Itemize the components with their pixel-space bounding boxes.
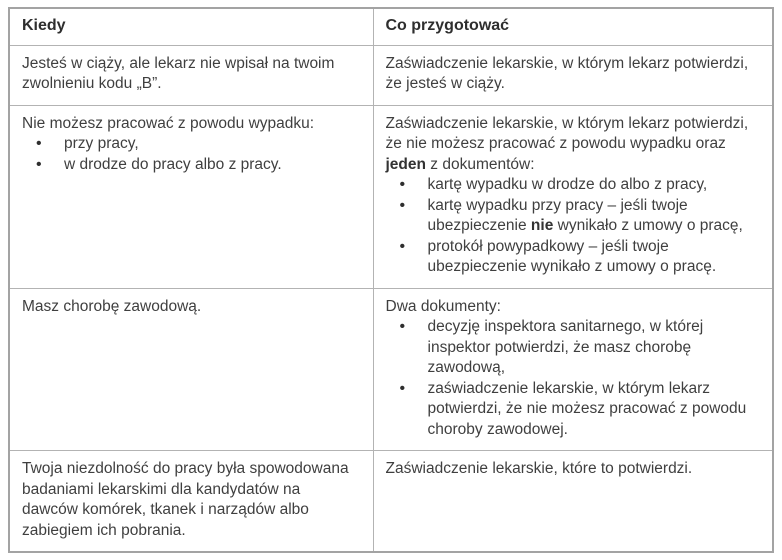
text-run: zaświadczenie lekarskie, w którym lekarz potwierdzi, że nie możesz pracować z powodu choroby zawodowej. (427, 379, 747, 438)
table-cell (373, 288, 773, 451)
cell-paragraph (22, 297, 361, 318)
cell-paragraph (22, 459, 361, 541)
text-run: Twoja niezdolność do pracy była spowodowana badaniami lekarskimi dla kandydatów na dawców komórek, tkanek i narządów albo zabiegiem ich pobrania. (22, 460, 349, 539)
table-cell (373, 105, 773, 288)
text-run: decyzję inspektora sanitarnego, w której inspektor potwierdzi, że masz chorobę zawodową, (427, 318, 704, 376)
bullet-list (22, 134, 361, 175)
text-run: kartę wypadku przy pracy – jeśli twoje ubezpieczenie (427, 196, 688, 234)
bullet-item (398, 317, 761, 379)
table-header (9, 8, 773, 45)
table-cell (9, 105, 373, 288)
text-run: wynikało z umowy o pracę, (553, 217, 743, 234)
table-row (9, 105, 773, 288)
cell-paragraph (22, 54, 361, 95)
bullet-item (34, 134, 361, 155)
bullet-list (386, 317, 761, 440)
table-body (9, 45, 773, 552)
text-run: Dwa dokumenty: (385, 297, 501, 315)
column-header: Co przygotować (373, 8, 773, 45)
text-run: Jesteś w ciąży, ale lekarz nie wpisał na twoim zwolnieniu kodu „B”. (22, 54, 335, 92)
text-run: protokół powypadkowy – jeśli twoje ubezpieczenie wynikało z umowy o pracę. (427, 237, 717, 275)
bold-text-run: nie (530, 217, 554, 234)
bullet-item (398, 175, 761, 196)
text-run: Zaświadczenie lekarskie, które to potwierdzi. (385, 460, 693, 477)
text-run: Nie możesz pracować z powodu wypadku: (22, 114, 315, 132)
text-run: Masz chorobę zawodową. (22, 297, 202, 315)
bullet-item (34, 155, 361, 176)
cell-paragraph (386, 114, 761, 176)
requirements-table (8, 7, 774, 553)
bullet-item (398, 237, 761, 278)
cell-paragraph (386, 297, 761, 318)
bullet-list (386, 175, 761, 278)
text-run: Zaświadczenie lekarskie, w którym lekarz potwierdzi, że nie możesz pracować z powodu wypadku oraz (385, 114, 749, 152)
cell-paragraph (22, 114, 361, 135)
cell-paragraph (386, 459, 761, 480)
bullet-item (398, 379, 761, 441)
cell-paragraph (386, 54, 761, 95)
table-row (9, 451, 773, 553)
text-run: kartę wypadku w drodze do albo z pracy, (427, 176, 708, 193)
text-run: Zaświadczenie lekarskie, w którym lekarz potwierdzi, że jesteś w ciąży. (385, 54, 749, 92)
table-cell (373, 451, 773, 553)
table-row (9, 45, 773, 105)
header-row (9, 8, 773, 45)
bullet-item (398, 196, 761, 237)
table-row (9, 288, 773, 451)
table-cell (9, 288, 373, 451)
table-cell (373, 45, 773, 105)
bold-text-run: jeden (385, 155, 426, 173)
text-run: przy pracy, (64, 135, 139, 152)
table-cell (9, 45, 373, 105)
text-run: w drodze do pracy albo z pracy. (64, 155, 282, 173)
table-cell (9, 451, 373, 553)
column-header: Kiedy (9, 8, 373, 45)
text-run: z dokumentów: (425, 155, 535, 173)
